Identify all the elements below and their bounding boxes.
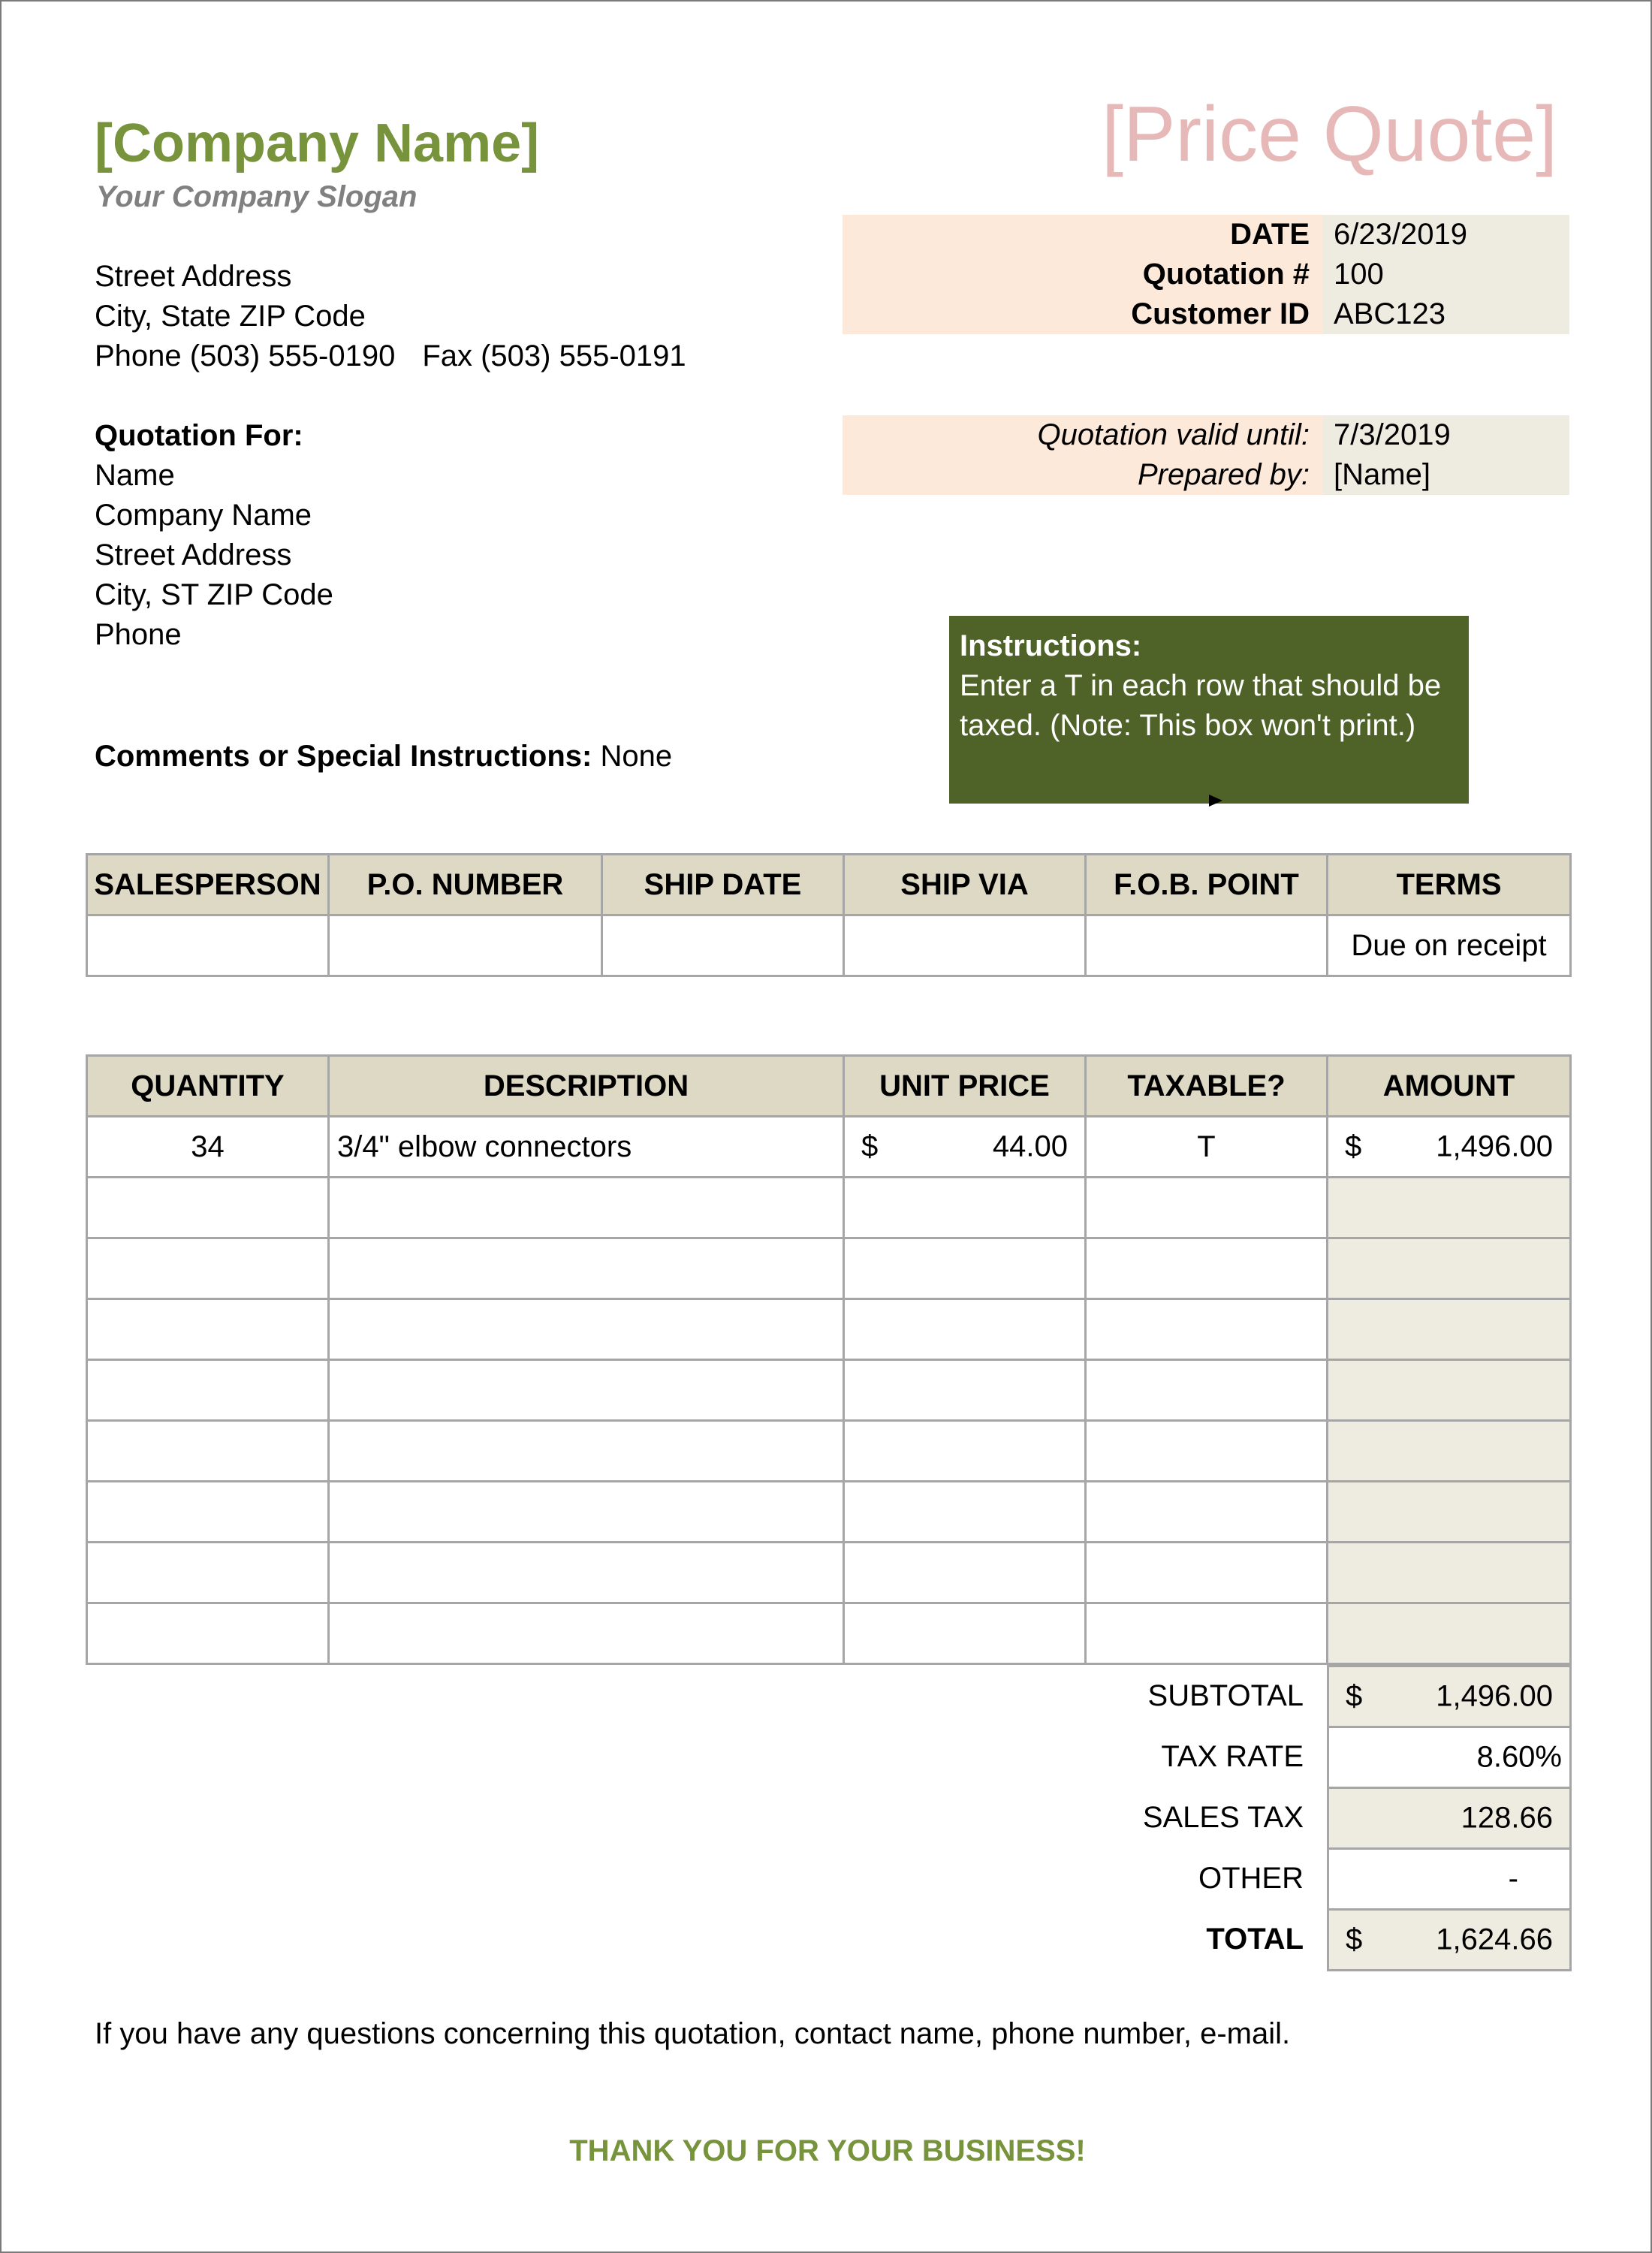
subtotal-label: SUBTOTAL: [1147, 1679, 1304, 1712]
table-row: [87, 1482, 1571, 1543]
callout-arrow-icon: [1209, 795, 1222, 807]
items-table: [86, 1054, 1572, 1665]
sales-tax-value: 128.66: [1461, 1801, 1553, 1835]
quantity-header: QUANTITY: [87, 1056, 329, 1117]
unit-price-cell[interactable]: [844, 1299, 1086, 1360]
instructions-line-1: Enter a T in each row that should be: [960, 669, 1442, 702]
instructions-title: Instructions:: [960, 629, 1142, 662]
terms-cell[interactable]: Due on receipt: [1328, 915, 1571, 976]
company-phone[interactable]: Phone (503) 555-0190: [95, 339, 396, 372]
company-phone-fax: [95, 336, 686, 376]
amount-cell[interactable]: [1328, 1178, 1571, 1238]
comments-line: [95, 737, 672, 777]
customer-phone[interactable]: Phone: [95, 618, 182, 651]
customer-name[interactable]: Name: [95, 459, 175, 492]
amount-header: AMOUNT: [1328, 1056, 1571, 1117]
company-name[interactable]: [Company Name]: [95, 113, 540, 173]
quantity-cell[interactable]: [87, 1178, 329, 1238]
description-header: DESCRIPTION: [329, 1056, 844, 1117]
quantity-cell[interactable]: [87, 1238, 329, 1299]
quotation-for-heading: Quotation For:: [95, 419, 303, 452]
amount-value: 1,496.00: [1436, 1130, 1553, 1163]
tax-rate-value: 8.60%: [1476, 1740, 1562, 1774]
prepared-by-row: [843, 455, 1569, 495]
customer-id-row: [843, 294, 1569, 334]
description-cell[interactable]: [329, 1603, 844, 1664]
other-value-cell[interactable]: [1328, 1849, 1571, 1910]
quotation-number-label: Quotation #: [843, 255, 1323, 294]
description-cell[interactable]: [329, 1421, 844, 1482]
comments-value[interactable]: None: [600, 740, 673, 773]
quantity-cell[interactable]: [87, 1543, 329, 1603]
table-row: [87, 1178, 1571, 1238]
description-cell[interactable]: [329, 1299, 844, 1360]
taxable-cell[interactable]: [1086, 1299, 1328, 1360]
instructions-box: [949, 616, 1469, 804]
taxable-cell[interactable]: [1086, 1238, 1328, 1299]
sales-tax-row: [1328, 1788, 1571, 1849]
table-row: [87, 1117, 1571, 1178]
instructions-line-2: taxed. (Note: This box won't print.): [960, 709, 1416, 742]
quantity-cell[interactable]: [87, 1421, 329, 1482]
comments-label: Comments or Special Instructions:: [95, 740, 592, 773]
company-slogan[interactable]: Your Company Slogan: [96, 180, 418, 213]
po-number-cell[interactable]: [329, 915, 602, 976]
totals-labels: [1053, 1666, 1304, 1970]
table-row: [87, 1238, 1571, 1299]
date-value[interactable]: 6/23/2019: [1323, 215, 1569, 256]
date-row: [843, 215, 1569, 255]
totals-table: [1327, 1665, 1572, 1971]
shipping-data-row: [87, 915, 1571, 976]
taxable-cell[interactable]: [1086, 1603, 1328, 1664]
amount-cell[interactable]: [1328, 1482, 1571, 1543]
amount-cell[interactable]: [1328, 1360, 1571, 1421]
total-currency: $: [1346, 1923, 1363, 1956]
ship-date-cell[interactable]: [602, 915, 844, 976]
amount-cell[interactable]: [1328, 1117, 1571, 1178]
subtotal-row: [1328, 1666, 1571, 1727]
salesperson-header: SALESPERSON: [87, 855, 329, 915]
other-label: OTHER: [1198, 1862, 1304, 1895]
description-cell[interactable]: 3/4" elbow connectors: [329, 1117, 844, 1178]
sales-tax-value-cell[interactable]: [1328, 1788, 1571, 1849]
total-value-cell[interactable]: [1328, 1910, 1571, 1971]
valid-until-value[interactable]: 7/3/2019: [1323, 415, 1569, 455]
ship-via-cell[interactable]: [844, 915, 1086, 976]
subtotal-value-cell[interactable]: [1328, 1666, 1571, 1727]
ship-date-header: SHIP DATE: [602, 855, 844, 915]
unit-price-cell[interactable]: [844, 1543, 1086, 1603]
taxable-cell[interactable]: [1086, 1421, 1328, 1482]
sales-tax-label: SALES TAX: [1142, 1801, 1304, 1834]
description-cell[interactable]: [329, 1543, 844, 1603]
company-fax[interactable]: Fax (503) 555-0191: [422, 339, 686, 372]
quantity-cell[interactable]: [87, 1482, 329, 1543]
customer-id-value[interactable]: ABC123: [1323, 294, 1569, 334]
description-cell[interactable]: [329, 1360, 844, 1421]
unit-price-cell[interactable]: [844, 1238, 1086, 1299]
quote-meta-box: [843, 215, 1569, 334]
unit-price-cell[interactable]: [844, 1603, 1086, 1664]
tax-rate-label: TAX RATE: [1161, 1740, 1304, 1773]
prepared-by-value[interactable]: [Name]: [1323, 455, 1569, 495]
description-cell[interactable]: [329, 1238, 844, 1299]
shipping-header-row: [87, 855, 1571, 915]
company-city[interactable]: City, State ZIP Code: [95, 300, 366, 333]
amount-cell[interactable]: [1328, 1299, 1571, 1360]
taxable-cell[interactable]: T: [1086, 1117, 1328, 1178]
document-title[interactable]: [Price Quote]: [1102, 91, 1557, 178]
prepared-by-label: Prepared by:: [843, 455, 1323, 495]
items-header-row: [87, 1056, 1571, 1117]
terms-header: TERMS: [1328, 855, 1571, 915]
shipping-table: [86, 853, 1572, 977]
customer-city[interactable]: City, ST ZIP Code: [95, 578, 333, 611]
total-value: 1,624.66: [1436, 1923, 1553, 1956]
taxable-cell[interactable]: [1086, 1543, 1328, 1603]
customer-id-label: Customer ID: [843, 294, 1323, 334]
quantity-cell[interactable]: [87, 1603, 329, 1664]
quotation-for-block: [95, 416, 333, 655]
date-label: DATE: [843, 215, 1323, 256]
unit-price-cell[interactable]: [844, 1117, 1086, 1178]
quotation-number-row: [843, 255, 1569, 294]
quantity-cell[interactable]: 34: [87, 1117, 329, 1178]
thank-you-message[interactable]: THANK YOU FOR YOUR BUSINESS!: [569, 2134, 1086, 2167]
quote-validity-box: [843, 415, 1569, 495]
customer-street[interactable]: Street Address: [95, 538, 292, 572]
taxable-cell[interactable]: [1086, 1482, 1328, 1543]
company-address-block: [95, 257, 686, 376]
ship-via-header: SHIP VIA: [844, 855, 1086, 915]
quotation-number-value[interactable]: 100: [1323, 255, 1569, 294]
description-cell[interactable]: [329, 1482, 844, 1543]
subtotal-currency: $: [1346, 1679, 1363, 1713]
unit-price-cell[interactable]: [844, 1482, 1086, 1543]
total-label: TOTAL: [1206, 1923, 1304, 1956]
unit-price-cell[interactable]: [844, 1421, 1086, 1482]
valid-until-row: [843, 415, 1569, 455]
quantity-cell[interactable]: [87, 1360, 329, 1421]
taxable-cell[interactable]: [1086, 1178, 1328, 1238]
unit-price-currency: $: [861, 1130, 879, 1163]
fob-point-cell[interactable]: [1086, 915, 1328, 976]
subtotal-value: 1,496.00: [1436, 1679, 1553, 1713]
description-cell[interactable]: [329, 1178, 844, 1238]
contact-note[interactable]: If you have any questions concerning this quotation, contact name, phone number, e-mail.: [95, 2017, 1291, 2050]
unit-price-cell[interactable]: [844, 1360, 1086, 1421]
table-row: [87, 1603, 1571, 1664]
table-row: [87, 1299, 1571, 1360]
table-row: [87, 1421, 1571, 1482]
taxable-header: TAXABLE?: [1086, 1056, 1328, 1117]
amount-currency: $: [1345, 1130, 1362, 1163]
unit-price-header: UNIT PRICE: [844, 1056, 1086, 1117]
amount-cell[interactable]: [1328, 1421, 1571, 1482]
amount-cell[interactable]: [1328, 1543, 1571, 1603]
unit-price-value: 44.00: [992, 1130, 1068, 1163]
valid-until-label: Quotation valid until:: [843, 415, 1323, 455]
unit-price-cell[interactable]: [844, 1178, 1086, 1238]
tax-rate-row: [1328, 1727, 1571, 1788]
total-row: [1328, 1910, 1571, 1971]
po-number-header: P.O. NUMBER: [329, 855, 602, 915]
customer-company[interactable]: Company Name: [95, 499, 312, 532]
quantity-cell[interactable]: [87, 1299, 329, 1360]
salesperson-cell[interactable]: [87, 915, 329, 976]
other-value: -: [1508, 1862, 1518, 1896]
company-street[interactable]: Street Address: [95, 260, 292, 293]
table-row: [87, 1360, 1571, 1421]
other-row: [1328, 1849, 1571, 1910]
amount-cell[interactable]: [1328, 1238, 1571, 1299]
fob-point-header: F.O.B. POINT: [1086, 855, 1328, 915]
amount-cell[interactable]: [1328, 1603, 1571, 1664]
taxable-cell[interactable]: [1086, 1360, 1328, 1421]
tax-rate-value-cell[interactable]: [1328, 1727, 1571, 1788]
table-row: [87, 1543, 1571, 1603]
